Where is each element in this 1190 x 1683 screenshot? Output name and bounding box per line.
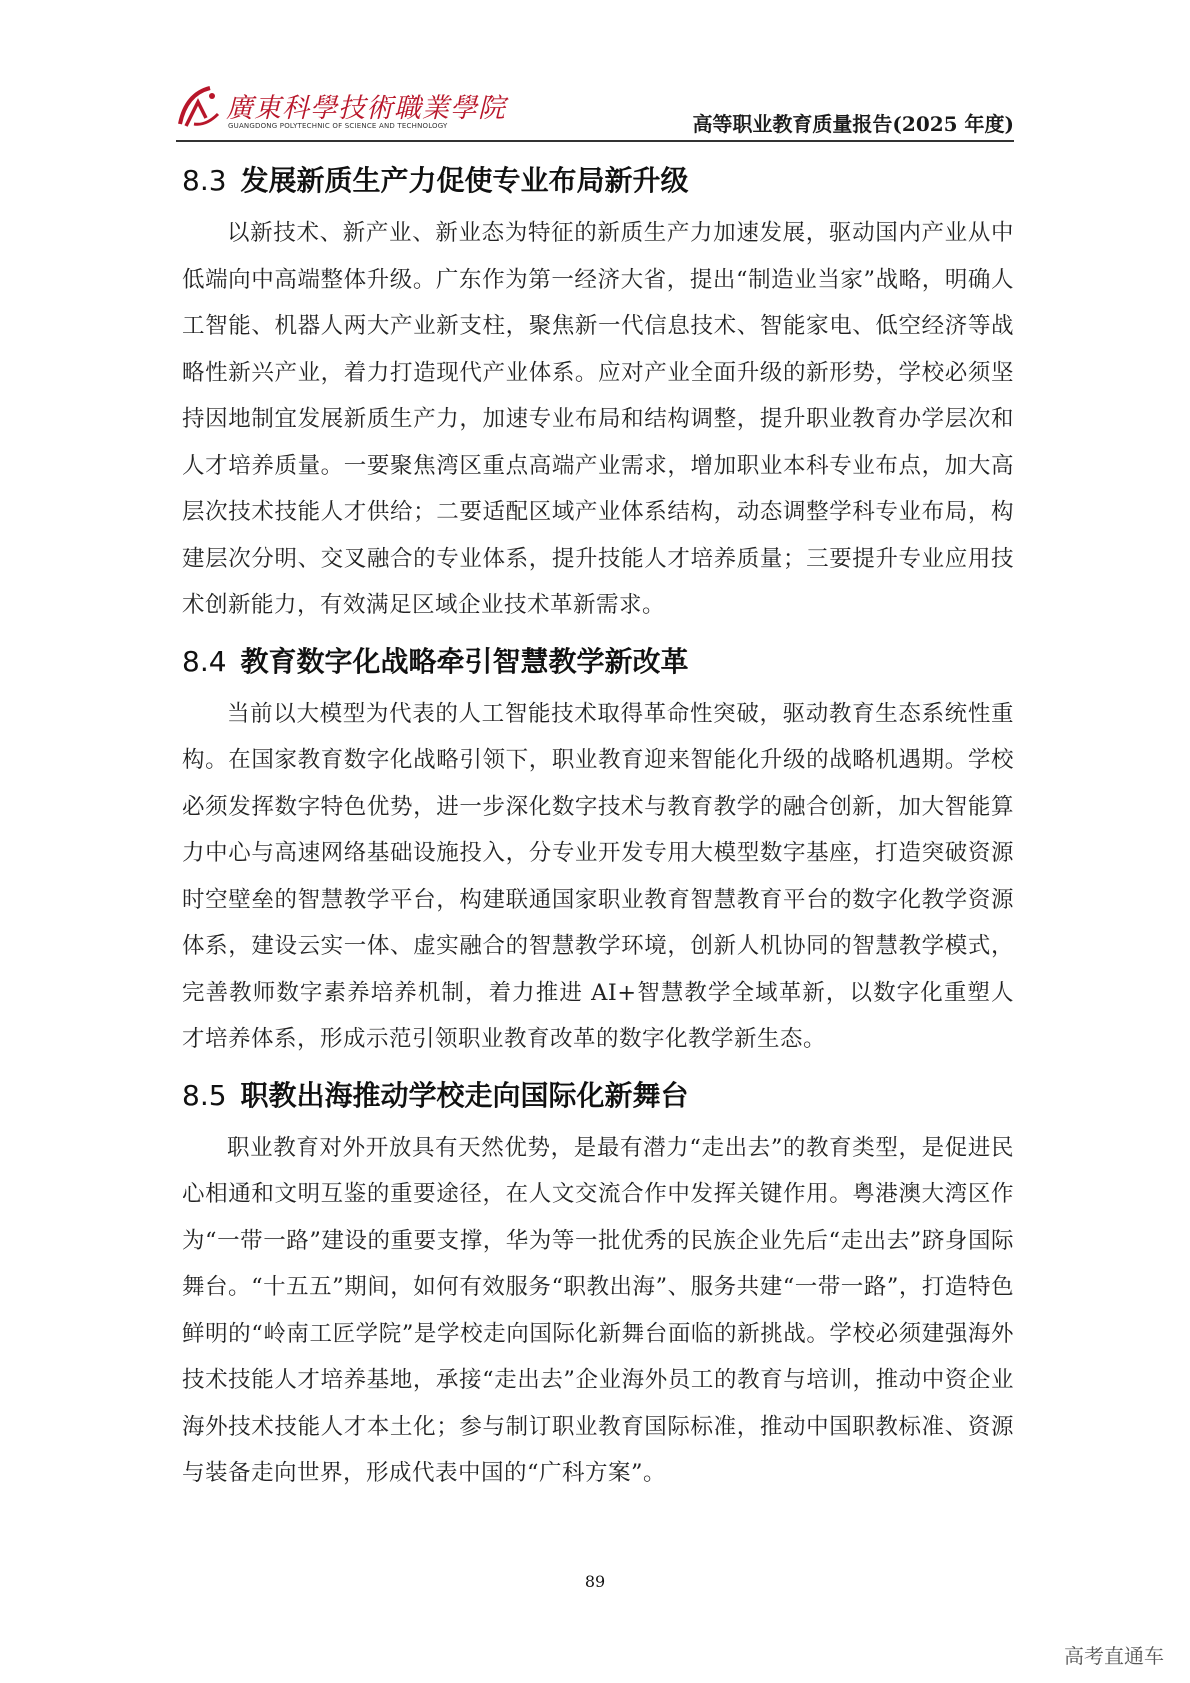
section-8-3 (182, 152, 1014, 629)
page-header (176, 80, 1014, 140)
section-number: 8.4 (182, 644, 227, 678)
watermark: 高考直通车 (1064, 1644, 1164, 1668)
section-title: 发展新质生产力促使专业布局新升级 (240, 164, 689, 197)
section-paragraph: 职业教育对外开放具有天然优势，是最有潜力“走出去”的教育类型，是促进民心相通和文明互鉴的重要途径，在人文交流合作中发挥关键作用。粤港澳大湾区作为“一带一路”建设的重要支撑，华为等一批优秀的民族企业先后“走出去”跻身国际舞台。“十五五”期间，如何有效服务“职教出海”、服务共建“一带一路”，打造特色鲜明的“岭南工匠学院”是学校走向国际化新舞台面临的新挑战。学校必须建强海外技术技能人才培养基地，承接“走出去”企业海外员工的教育与培训，推动中资企业海外技术技能人才本土化；参与制订职业教育国际标准，推动中国职教标准、资源与装备走向世界，形成代表中国的“广科方案”。 (182, 1134, 1014, 1486)
section-heading (182, 1067, 1014, 1125)
page-number: 89 (584, 1572, 606, 1591)
section-8-5 (182, 1067, 1014, 1497)
logo-english-name: GUANGDONG POLYTECHNIC OF SCIENCE AND TECHNOLOGY (228, 122, 448, 130)
section-title: 职教出海推动学校走向国际化新舞台 (240, 1078, 689, 1112)
section-heading (182, 633, 1014, 691)
section-paragraph: 当前以大模型为代表的人工智能技术取得革命性突破，驱动教育生态系统性重构。在国家教育数字化战略引领下，职业教育迎来智能化升级的战略机遇期。学校必须发挥数字特色优势，进一步深化数字技术与教育教学的融合创新，加大智能算力中心与高速网络基础设施投入，分专业开发专用大模型数字基座，打造突破资源时空壁垒的智慧教学平台，构建联通国家职业教育智慧教育平台的数字化教学资源体系，建设云实一体、虚实融合的智慧教学环境，创新人机协同的智慧教学模式，完善教师数字素养培养机制，着力推进 AI+智慧教学全域革新，以数字化重塑人才培养体系，形成示范引领职业教育改革的数字化教学新生态。 (182, 700, 1014, 1052)
school-logo (176, 84, 506, 136)
section-8-4 (182, 633, 1014, 1063)
section-number: 8.5 (182, 1078, 227, 1112)
section-heading (182, 152, 1014, 210)
page-content (182, 152, 1014, 1501)
section-title: 教育数字化战略牵引智慧教学新改革 (240, 644, 689, 678)
section-number: 8.3 (182, 164, 227, 197)
header-divider (176, 140, 1014, 142)
logo-chinese-name: 廣東科學技術職業學院 (226, 93, 506, 124)
report-title: 高等职业教育质量报告(2025 年度) (692, 112, 1014, 136)
school-emblem-icon (176, 84, 222, 130)
section-paragraph: 以新技术、新产业、新业态为特征的新质生产力加速发展，驱动国内产业从中低端向中高端整体升级。广东作为第一经济大省，提出“制造业当家”战略，明确人工智能、机器人两大产业新支柱，聚焦新一代信息技术、智能家电、低空经济等战略性新兴产业，着力打造现代产业体系。应对产业全面升级的新形势，学校必须坚持因地制宜发展新质生产力，加速专业布局和结构调整，提升职业教育办学层次和人才培养质量。一要聚焦湾区重点高端产业需求，增加职业本科专业布点，加大高层次技术技能人才供给；二要适配区域产业体系结构，动态调整学科专业布局，构建层次分明、交叉融合的专业体系，提升技能人才培养质量；三要提升专业应用技术创新能力，有效满足区域企业技术革新需求。 (182, 220, 1014, 618)
